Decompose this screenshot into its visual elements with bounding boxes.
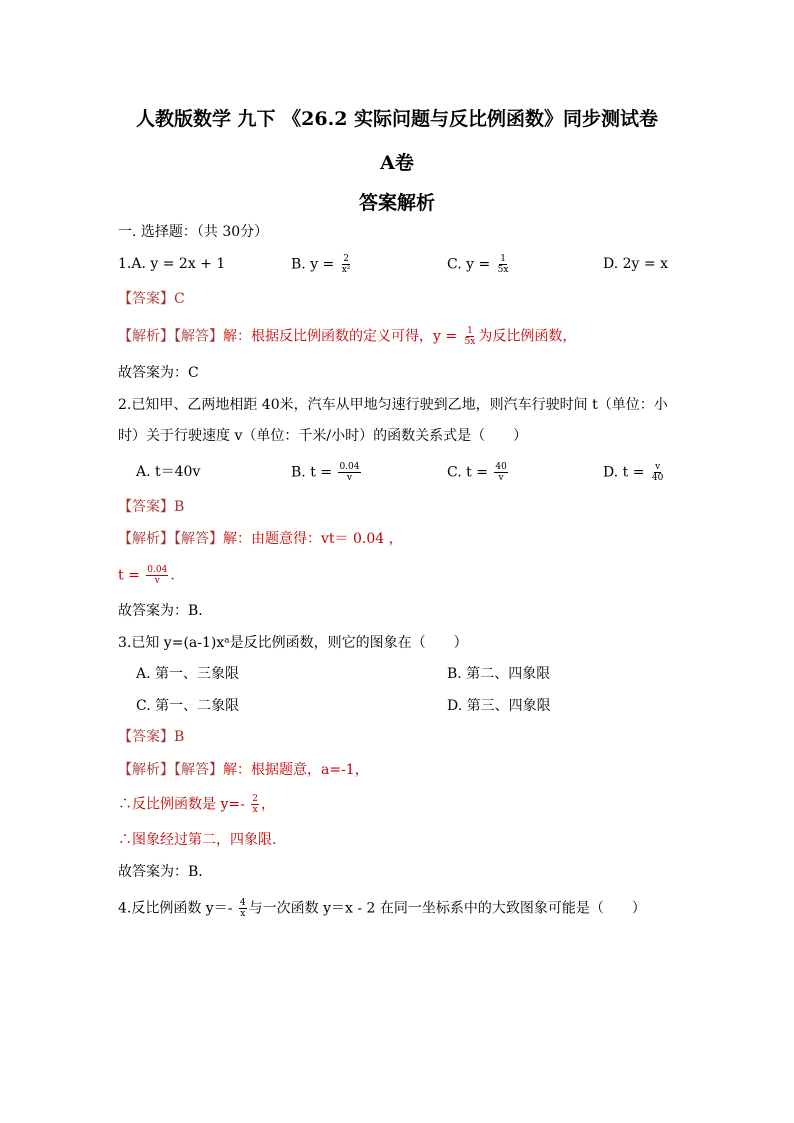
document-title: 人教版数学 九下 《26.2 实际问题与反比例函数》同步测试卷 [135,108,659,130]
fraction: $\frac{0.04}{v}$ [147,565,168,586]
fraction: $\frac{v}{40}$ [651,462,664,483]
q1-conclusion: 故答案为：C [118,365,199,381]
answer-heading: 答案解析 [358,192,435,214]
q4-stem: 4.反比例函数 y＝- $\frac{4}{x}$ 与一次函数 y＝x - 2 在同一坐标系中的大致图象可能是（ ） [118,898,646,919]
fraction: $\frac{2}{\text{x²}}$ [341,254,351,275]
q2-option-a: A. t＝40v [136,464,201,480]
q2-stem-line1: 2.已知甲、乙两地相距 40米，汽车从甲地匀速行驶到乙地，则汽车行驶时间 t（单位：小 [118,397,668,413]
section-heading: 一. 选择题：（共 30分） [118,224,269,240]
fraction: $\frac{0.04}{v}$ [339,462,360,483]
q3-stem: 3.已知 y=(a-1)xᵃ是反比例函数，则它的图象在（ ） [118,635,468,651]
q3-option-d: D. 第三、四象限 [447,698,551,714]
q1-option-b: B. y = $\frac{2}{\text{x²}}$ [291,254,351,275]
q3-step2: ∴图象经过第二，四象限. [118,832,277,848]
q1-option-a: 1.A. y = 2x + 1 [118,256,226,272]
q2-analysis: 【解析】【解答】解：由题意得：vt＝ 0.04 ， [118,531,403,547]
q2-answer: 【答案】B [118,499,185,515]
q3-option-a: A. 第一、三象限 [136,666,240,682]
q2-stem-line2: 时）关于行驶速度 v（单位：千米/小时）的函数关系式是（ ） [118,428,528,444]
document-subtitle: A卷 [380,152,414,174]
fraction: $\frac{40}{v}$ [495,462,507,483]
fraction: $\frac{1}{5x}$ [464,326,476,347]
q2-conclusion: 故答案为：B. [118,603,203,619]
q2-option-b: B. t = $\frac{0.04}{v}$ [291,462,360,483]
q3-conclusion: 故答案为：B. [118,864,203,880]
fraction: $\frac{1}{5x}$ [497,254,509,275]
q2-option-d: D. t = $\frac{v}{40}$ [603,462,664,483]
q2-formula: t = $\frac{0.04}{v}$ . [118,565,175,586]
q3-analysis: 【解析】【解答】解：根据题意，a=-1， [118,762,369,778]
q3-answer: 【答案】B [118,729,185,745]
q2-option-c: C. t = $\frac{40}{v}$ [447,462,507,483]
q1-analysis: 【解析】【解答】解：根据反比例函数的定义可得，y = $\frac{1}{5x}$ 为反比例函数， [118,326,577,347]
q3-option-b: B. 第二、四象限 [447,666,551,682]
q1-option-d: D. 2y = x [603,256,668,272]
q1-option-c: C. y = $\frac{1}{5x}$ [447,254,509,275]
fraction: $\frac{2}{x}$ [252,794,259,815]
q3-step1: ∴反比例函数是 y=- $\frac{2}{x}$ ， [118,794,276,815]
q3-option-c: C. 第一、二象限 [136,698,240,714]
fraction: $\frac{4}{x}$ [239,898,246,919]
q1-answer: 【答案】C [118,291,185,307]
